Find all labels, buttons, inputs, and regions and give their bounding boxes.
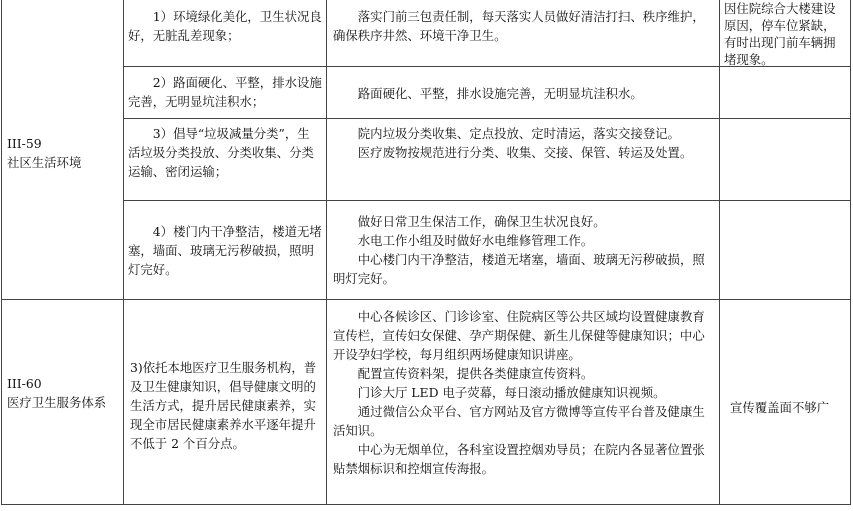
- problem-text: 宣传覆盖面不够广: [730, 400, 830, 415]
- measure-text: 门诊大厅 LED 电子荧幕，每日滚动播放健康知识视频。: [357, 385, 666, 400]
- table-border: [123, 200, 851, 201]
- measure-text: 中心为无烟单位，各科室设置控烟劝导员；在院内各显著位置张贴禁烟标识和控烟宣传海报。: [333, 442, 705, 476]
- problem-cell: [730, 398, 850, 417]
- measure-text: 路面硬化、平整，排水设施完善，无明显坑洼积水。: [357, 86, 643, 101]
- measure-cell: [333, 84, 713, 103]
- measure-text: 中心楼门内干净整洁，楼道无堵塞，墙面、玻璃无污秽破损，照明灯完好。: [333, 252, 705, 286]
- table-border: [1, 504, 851, 505]
- category-code: III-60: [7, 376, 42, 391]
- measure-cell: [333, 307, 713, 478]
- table-border: [326, 0, 327, 505]
- measure-text: 做好日常卫生保洁工作，确保卫生状况良好。: [357, 214, 606, 229]
- category-cell: [7, 134, 119, 172]
- measure-text: 医疗废物按规范进行分类、收集、交接、保管、转运及处置。: [357, 145, 693, 160]
- standard-cell: [128, 222, 322, 279]
- table-border: [1, 0, 2, 505]
- standard-cell: [130, 358, 322, 453]
- measure-cell: [333, 7, 713, 45]
- standard-text: 3）倡导“垃圾减量分类”，生活垃圾分类投放、分类收集、分类运输、密闭运输；: [128, 126, 314, 179]
- standard-cell: [128, 124, 322, 181]
- measure-text: 通过微信公众平台、官方网站及官方微博等宣传平台普及健康生活知识。: [333, 404, 705, 438]
- table-border: [719, 0, 720, 505]
- measure-text: 水电工作小组及时做好水电维修管理工作。: [357, 233, 594, 248]
- standard-text: 4）楼门内干净整洁，楼道无堵塞，墙面、玻璃无污秽破损，照明灯完好。: [128, 224, 322, 277]
- problem-cell: [724, 0, 847, 68]
- standard-text: 1）环境绿化美化，卫生状况良好，无脏乱差现象；: [128, 9, 322, 43]
- measure-cell: [333, 212, 713, 288]
- standard-cell: [128, 73, 322, 111]
- measure-text: 院内垃圾分类收集、定点投放、定时清运，落实交接登记。: [357, 126, 680, 141]
- category-code: III-59: [7, 136, 42, 151]
- standard-cell: [128, 7, 322, 45]
- measure-text: 中心各候诊区、门诊诊室、住院病区等公共区域均设置健康教育宣传栏，宣传妇女保健、孕产期保健、新生儿保健等健康知识；中心开设孕妇学校，每月组织两场健康知识讲座。: [333, 309, 705, 362]
- measure-text: 配置宣传资料架，提供各类健康宣传资料。: [357, 366, 594, 381]
- category-title: 社区生活环境: [7, 155, 82, 170]
- table-border: [123, 118, 851, 119]
- problem-text: 因住院综合大楼建设原因，停车位紧缺，有时出现门前车辆拥堵现象。: [724, 1, 836, 67]
- standard-text: 3)依托本地医疗卫生服务机构，普及卫生健康知识，倡导健康文明的生活方式，提升居民健康素养，实现全市居民健康素养水平逐年提升不低于 2 个百分点。: [130, 360, 317, 451]
- standard-text: 2）路面硬化、平整，排水设施完善，无明显坑洼积水；: [128, 75, 322, 109]
- table-border: [123, 0, 124, 505]
- table-border: [1, 299, 851, 300]
- category-title: 医疗卫生服务体系: [7, 395, 107, 410]
- measure-cell: [333, 124, 713, 162]
- table-border: [850, 0, 851, 505]
- category-cell: [7, 374, 119, 412]
- measure-text: 落实门前三包责任制，每天落实人员做好清洁打扫、秩序维护，确保秩序井然、环境干净卫生。: [333, 9, 705, 43]
